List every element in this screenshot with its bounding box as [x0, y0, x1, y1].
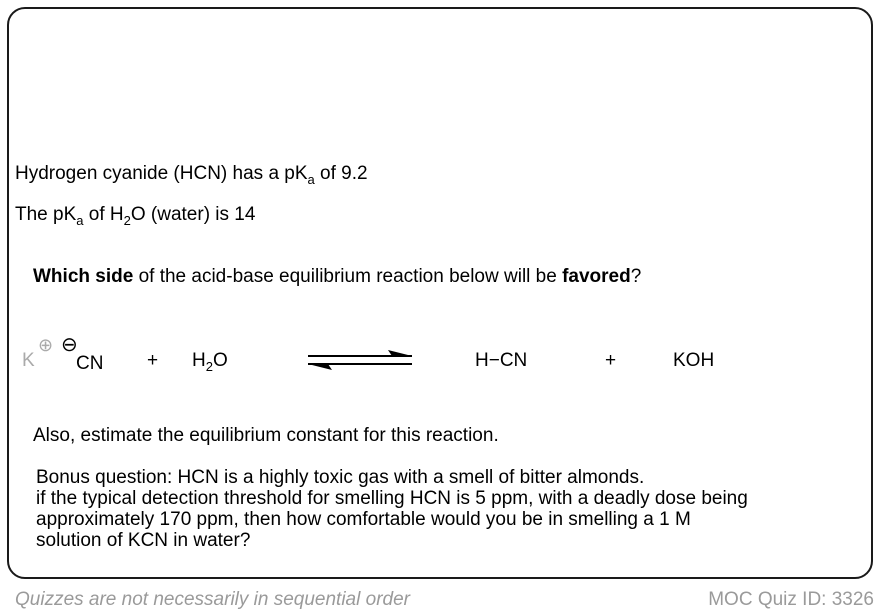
- question-bold-favored: favored: [562, 266, 631, 287]
- water-formula-subscript: 2: [205, 359, 213, 374]
- koh-product: KOH: [673, 350, 715, 371]
- question-text: [33, 266, 641, 288]
- bonus-line-3: approximately 170 ppm, then how comfortable would you be in smelling a 1 M: [36, 509, 691, 530]
- water-subscript: 2: [123, 213, 131, 228]
- water-o: O: [212, 350, 228, 371]
- question-middle: of the acid-base equilibrium reaction below will be: [133, 266, 563, 287]
- bonus-line-4: solution of KCN in water?: [36, 530, 251, 551]
- bonus-line-1: Bonus question: HCN is a highly toxic gas with a smell of bitter almonds.: [36, 467, 645, 488]
- question-mark: ?: [630, 266, 642, 287]
- quiz-id: MOC Quiz ID: 3326: [708, 589, 874, 610]
- footer-note: Quizzes are not necessarily in sequential order: [15, 589, 410, 610]
- equilibrium-constant-prompt: Also, estimate the equilibrium constant for this reaction.: [33, 425, 499, 446]
- water-pka-statement: [15, 204, 255, 227]
- question-bold-side: Which side: [33, 266, 134, 287]
- pka-subscript: a: [76, 213, 84, 228]
- reactant-plus: +: [147, 350, 159, 371]
- product-plus: +: [605, 350, 617, 371]
- bonus-line-2: if the typical detection threshold for smelling HCN is 5 ppm, with a deadly dose being: [36, 488, 748, 509]
- water-formula-start: of H: [83, 204, 124, 225]
- bonus-question: [36, 467, 866, 551]
- pka-subscript: a: [307, 172, 315, 187]
- hcn-pka-text: Hydrogen cyanide (HCN) has a pK: [15, 163, 308, 184]
- water-h: H: [192, 350, 206, 371]
- potassium-symbol: K: [22, 350, 35, 371]
- cyanide-formula: CN: [76, 353, 104, 374]
- positive-charge-icon: ⊕: [38, 335, 54, 355]
- negative-charge-icon: ⊖: [61, 334, 78, 356]
- equilibrium-arrows-icon: [306, 348, 414, 370]
- hcn-pka-statement: [15, 163, 368, 186]
- water-formula: [192, 350, 228, 373]
- hcn-pka-value: of 9.2: [314, 163, 368, 184]
- water-pka-text: The pK: [15, 204, 77, 225]
- hcn-product: H−CN: [475, 350, 528, 371]
- water-pka-value: O (water) is 14: [130, 204, 256, 225]
